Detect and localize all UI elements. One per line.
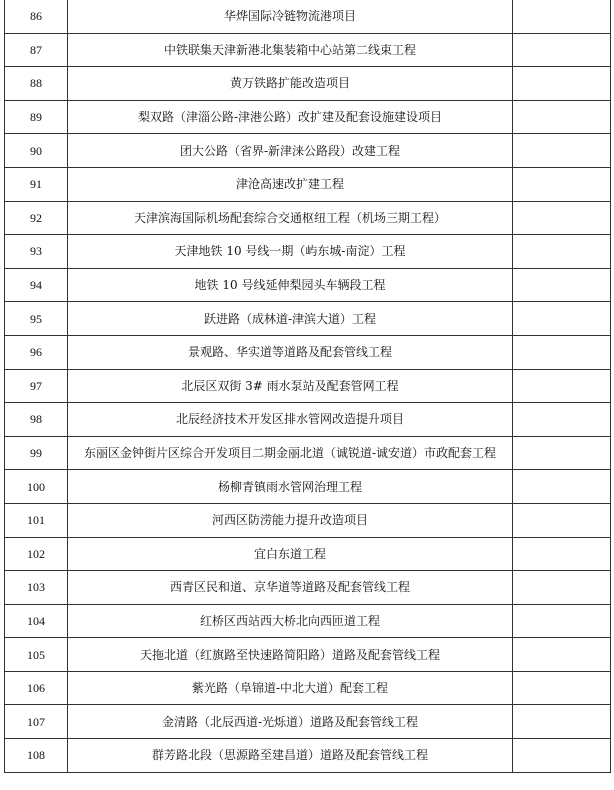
row-extra-cell [513,67,611,101]
row-number: 106 [5,671,68,705]
row-number: 100 [5,470,68,504]
row-number: 95 [5,302,68,336]
row-number: 96 [5,335,68,369]
project-name: 红桥区西站西大桥北向西匝道工程 [68,604,513,638]
project-name: 北辰区双街 3# 雨水泵站及配套管网工程 [68,369,513,403]
project-name: 东丽区金钟街片区综合开发项目二期金丽北道（诚锐道-诚安道）市政配套工程 [68,436,513,470]
project-name: 团大公路（省界-新津涞公路段）改建工程 [68,134,513,168]
project-name: 西青区民和道、京华道等道路及配套管线工程 [68,571,513,605]
row-number: 91 [5,167,68,201]
row-number: 104 [5,604,68,638]
project-name: 黄万铁路扩能改造项目 [68,67,513,101]
row-number: 105 [5,638,68,672]
table-row [5,302,611,336]
table-row [5,33,611,67]
row-number: 87 [5,33,68,67]
table-row [5,369,611,403]
row-extra-cell [513,403,611,437]
row-number: 98 [5,403,68,437]
row-extra-cell [513,470,611,504]
project-name: 津沧高速改扩建工程 [68,167,513,201]
project-name: 紫光路（阜锦道-中北大道）配套工程 [68,671,513,705]
table-row [5,671,611,705]
row-extra-cell [513,739,611,773]
project-name: 天津地铁 10 号线一期（屿东城-南淀）工程 [68,235,513,269]
table-row [5,167,611,201]
row-extra-cell [513,134,611,168]
row-number: 93 [5,235,68,269]
table-row [5,503,611,537]
row-extra-cell [513,167,611,201]
row-extra-cell [513,436,611,470]
table-row [5,201,611,235]
project-name: 地铁 10 号线延伸梨园头车辆段工程 [68,268,513,302]
row-extra-cell [513,235,611,269]
table-row [5,638,611,672]
row-extra-cell [513,201,611,235]
project-table [4,0,611,773]
project-name: 杨柳青镇雨水管网治理工程 [68,470,513,504]
row-extra-cell [513,671,611,705]
row-extra-cell [513,0,611,33]
table-row [5,0,611,33]
project-name: 华烨国际冷链物流港项目 [68,0,513,33]
table-row [5,604,611,638]
project-name: 梨双路（津淄公路-津港公路）改扩建及配套设施建设项目 [68,100,513,134]
table-row [5,571,611,605]
row-number: 89 [5,100,68,134]
project-name: 景观路、华实道等道路及配套管线工程 [68,335,513,369]
row-number: 103 [5,571,68,605]
row-extra-cell [513,335,611,369]
project-name: 天拖北道（红旗路至快速路简阳路）道路及配套管线工程 [68,638,513,672]
table-row [5,470,611,504]
row-extra-cell [513,705,611,739]
table-row [5,436,611,470]
row-number: 107 [5,705,68,739]
table-row [5,739,611,773]
row-extra-cell [513,100,611,134]
table-row [5,235,611,269]
project-table-body [5,0,611,772]
row-extra-cell [513,268,611,302]
project-name: 河西区防涝能力提升改造项目 [68,503,513,537]
table-row [5,268,611,302]
row-extra-cell [513,604,611,638]
row-extra-cell [513,369,611,403]
table-row [5,134,611,168]
table-row [5,537,611,571]
table-row [5,403,611,437]
project-name: 宜白东道工程 [68,537,513,571]
row-extra-cell [513,638,611,672]
row-extra-cell [513,302,611,336]
project-name: 北辰经济技术开发区排水管网改造提升项目 [68,403,513,437]
row-extra-cell [513,33,611,67]
row-number: 94 [5,268,68,302]
table-row [5,100,611,134]
project-name: 群芳路北段（思源路至建昌道）道路及配套管线工程 [68,739,513,773]
project-name: 跃进路（成林道-津滨大道）工程 [68,302,513,336]
row-number: 88 [5,67,68,101]
row-number: 97 [5,369,68,403]
row-extra-cell [513,537,611,571]
row-number: 90 [5,134,68,168]
project-name: 天津滨海国际机场配套综合交通枢纽工程（机场三期工程） [68,201,513,235]
row-number: 108 [5,739,68,773]
table-row [5,705,611,739]
project-name: 中铁联集天津新港北集装箱中心站第二线束工程 [68,33,513,67]
row-number: 102 [5,537,68,571]
table-row [5,67,611,101]
row-number: 101 [5,503,68,537]
row-number: 86 [5,0,68,33]
table-row [5,335,611,369]
row-extra-cell [513,571,611,605]
row-number: 99 [5,436,68,470]
row-number: 92 [5,201,68,235]
row-extra-cell [513,503,611,537]
project-name: 金清路（北辰西道-光烁道）道路及配套管线工程 [68,705,513,739]
